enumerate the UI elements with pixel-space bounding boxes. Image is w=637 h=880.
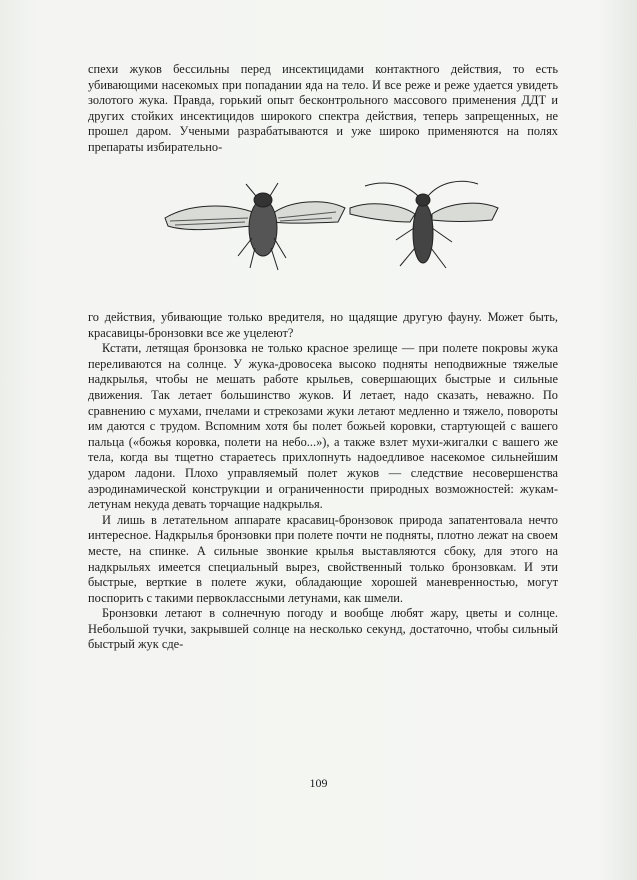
beetles-illustration	[160, 178, 500, 278]
page-number: 109	[309, 776, 328, 790]
paragraph-1: го действия, убивающие только вредителя, но щадящие другую фауну. Может быть, красавицы-бронзовки все же уцелеют?	[88, 310, 558, 340]
paragraph-2: Кстати, летящая бронзовка не только красное зрелище — при полете покровы жука переливаются на солнце. У жука-дровосека высоко подняты неподвижные тяжелые надкрылья, чтобы не мешать работе крыльев, совершающих быстрые и сильные движения. Так летает большинство жуков. И летает, надо сказать, неважно. По сравнению с мухами, пчелами и стрекозами жуки летают медленно и тяжело, повороты им даются с трудом. Вспомним хотя бы полет божьей коровки, стартующей с вашего пальца («божья коровка, полети на небо...»), а также взлет мухи-жигалки с вашего же тела, когда вы тщетно стараетесь прихлопнуть надоедливое насекомое сильнейшим ударом ладони. Плохо управляемый полет жуков — следствие несовершенства аэродинамической конструкции и ограниченности природных возможностей: жукам-летунам некуда девать торчащие надкрылья.	[88, 341, 558, 512]
text-block-bottom	[88, 310, 558, 653]
paragraph-top: спехи жуков бессильны перед инсектицидами контактного действия, то есть убивающими насекомых при попадании яда на тело. И все реже и реже удается увидеть золотого жука. Правда, горький опыт бесконтрольного массового применения ДДТ и других стойких инсектицидов широкого спектра действия, теперь запрещенных, не прошел даром. Учеными разрабатываются и уже широко применяются на полях препараты избирательно-	[88, 62, 558, 154]
paragraph-4: Бронзовки летают в солнечную погоду и вообще любят жару, цветы и солнце. Небольшой тучки, закрывшей солнце на несколько секунд, достаточно, чтобы сильный быстрый жук сде-	[88, 606, 558, 652]
paragraph-3: И лишь в летательном аппарате красавиц-бронзовок природа запатентовала нечто интересное. Надкрылья бронзовки при полете почти не подняты, плотно лежат на своем месте, на спинке. А сильные звонкие крылья выставляются сбоку, для этого на надкрыльях имеется специальный вырез, свойственный только бронзовкам. И эти быстрые, верткие в полете жуки, обладающие хорошей маневренностью, могут поспорить с такими первоклассными летунами, как шмели.	[88, 512, 558, 605]
text-block-top	[88, 62, 558, 156]
